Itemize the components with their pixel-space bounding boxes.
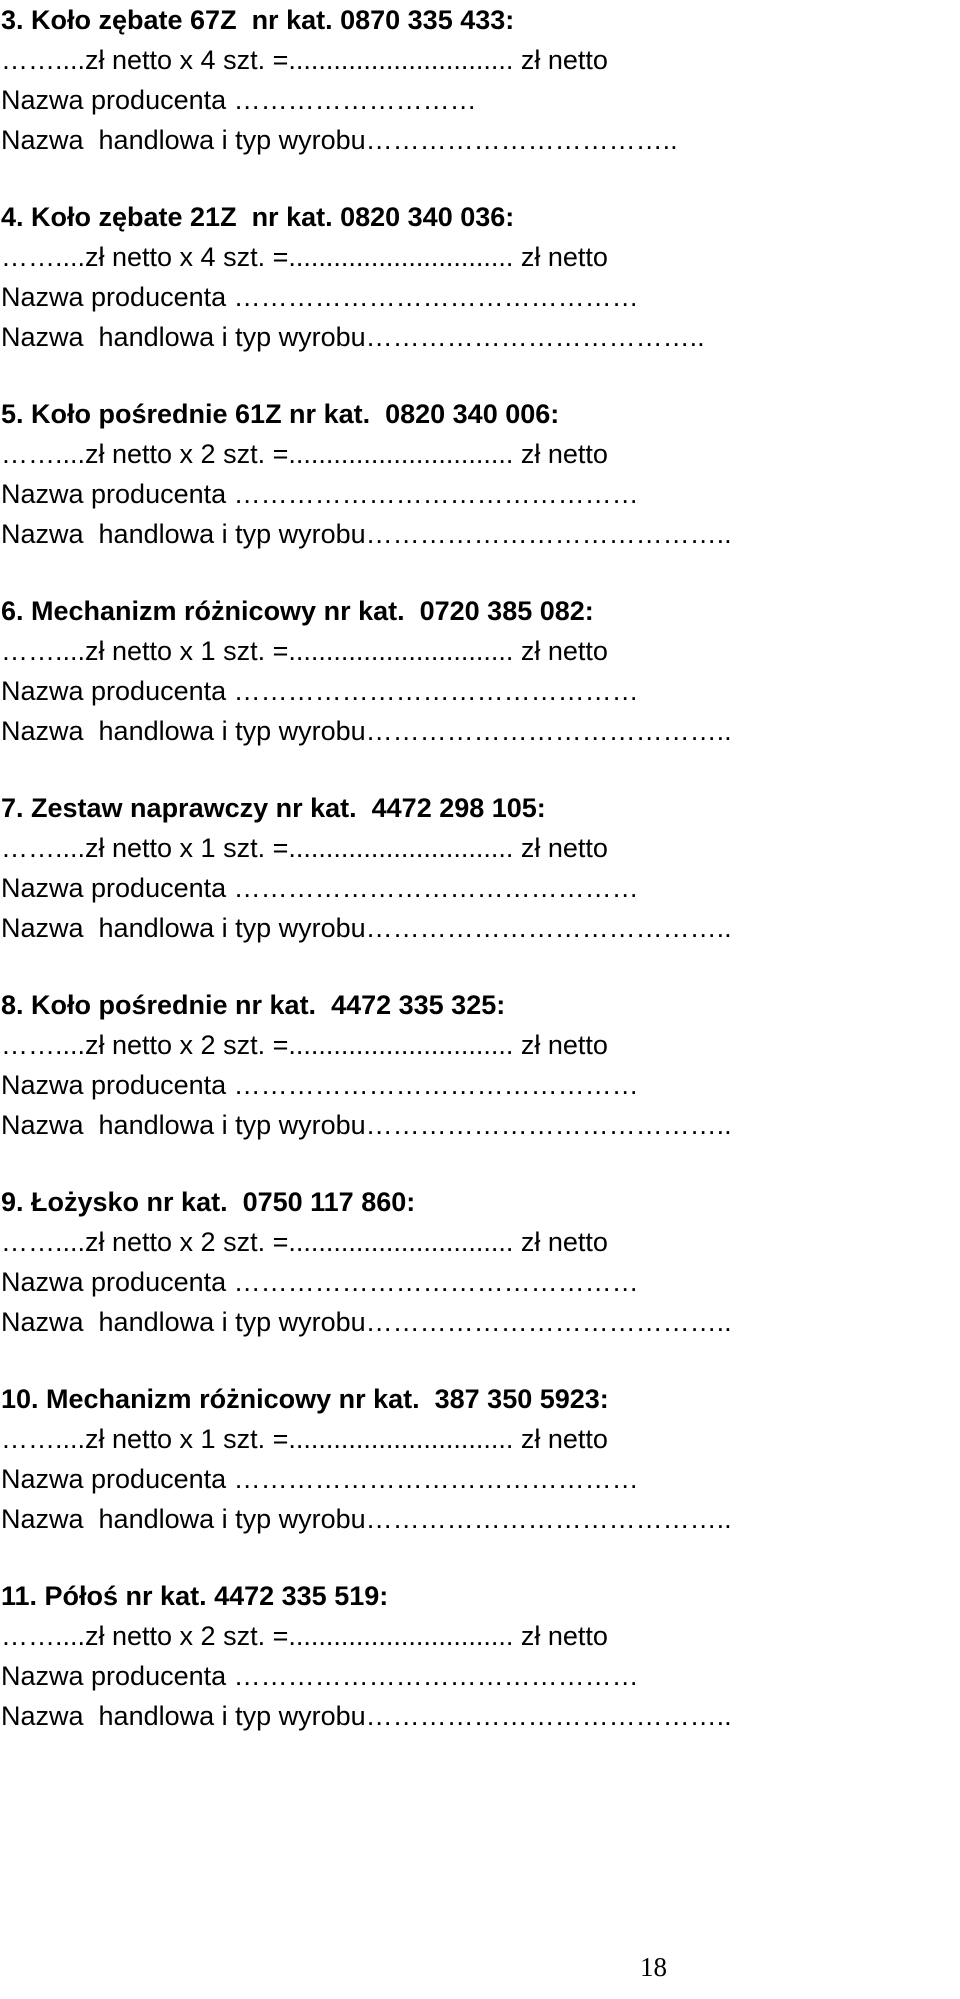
item-heading: 3. Koło zębate 67Z nr kat. 0870 335 433:	[1, 5, 515, 35]
item-heading: 11. Półoś nr kat. 4472 335 519:	[1, 1581, 389, 1611]
trade-name-line: Nazwa handlowa i typ wyrobu………………………………..	[1, 322, 705, 352]
item-heading: 6. Mechanizm różnicowy nr kat. 0720 385 082:	[1, 596, 594, 626]
item-heading: 5. Koło pośrednie 61Z nr kat. 0820 340 006:	[1, 399, 560, 429]
item-price-line: ……....zł netto x 4 szt. =.............................. zł netto	[1, 45, 608, 75]
producer-line: Nazwa producenta ………………………………………	[1, 1070, 639, 1100]
item-heading: 10. Mechanizm różnicowy nr kat. 387 350 5923:	[1, 1384, 609, 1414]
page-number: 18	[640, 1952, 667, 1982]
producer-line: Nazwa producenta ………………………	[1, 85, 477, 115]
producer-line: Nazwa producenta ………………………………………	[1, 282, 639, 312]
trade-name-line: Nazwa handlowa i typ wyrobu……………………………..	[1, 125, 678, 155]
item-heading: 7. Zestaw naprawczy nr kat. 4472 298 105:	[1, 793, 546, 823]
item-price-line: ……....zł netto x 2 szt. =.............................. zł netto	[1, 1621, 608, 1651]
trade-name-line: Nazwa handlowa i typ wyrobu…………………………………..	[1, 913, 732, 943]
producer-line: Nazwa producenta ………………………………………	[1, 1464, 639, 1494]
order-item	[0, 591, 960, 751]
producer-line: Nazwa producenta ………………………………………	[1, 676, 639, 706]
trade-name-line: Nazwa handlowa i typ wyrobu…………………………………..	[1, 1701, 732, 1731]
order-item	[0, 985, 960, 1145]
item-price-line: ……....zł netto x 1 szt. =.............................. zł netto	[1, 636, 608, 666]
order-item	[0, 1576, 960, 1736]
trade-name-line: Nazwa handlowa i typ wyrobu…………………………………..	[1, 519, 732, 549]
item-price-line: ……....zł netto x 1 szt. =.............................. zł netto	[1, 833, 608, 863]
trade-name-line: Nazwa handlowa i typ wyrobu…………………………………..	[1, 1504, 732, 1534]
item-heading: 9. Łożysko nr kat. 0750 117 860:	[1, 1187, 416, 1217]
item-price-line: ……....zł netto x 2 szt. =.............................. zł netto	[1, 1030, 608, 1060]
producer-line: Nazwa producenta ………………………………………	[1, 873, 639, 903]
order-item	[0, 1182, 960, 1342]
item-price-line: ……....zł netto x 2 szt. =.............................. zł netto	[1, 1227, 608, 1257]
trade-name-line: Nazwa handlowa i typ wyrobu…………………………………..	[1, 1307, 732, 1337]
producer-line: Nazwa producenta ………………………………………	[1, 1267, 639, 1297]
trade-name-line: Nazwa handlowa i typ wyrobu…………………………………..	[1, 1110, 732, 1140]
item-price-line: ……....zł netto x 1 szt. =.............................. zł netto	[1, 1424, 608, 1454]
trade-name-line: Nazwa handlowa i typ wyrobu…………………………………..	[1, 716, 732, 746]
order-item	[0, 788, 960, 948]
order-item	[0, 394, 960, 554]
item-heading: 8. Koło pośrednie nr kat. 4472 335 325:	[1, 990, 506, 1020]
item-price-line: ……....zł netto x 4 szt. =.............................. zł netto	[1, 242, 608, 272]
item-heading: 4. Koło zębate 21Z nr kat. 0820 340 036:	[1, 202, 515, 232]
order-item	[0, 1379, 960, 1539]
producer-line: Nazwa producenta ………………………………………	[1, 1661, 639, 1691]
producer-line: Nazwa producenta ………………………………………	[1, 479, 639, 509]
order-item	[0, 197, 960, 357]
order-item	[0, 0, 960, 160]
item-price-line: ……....zł netto x 2 szt. =.............................. zł netto	[1, 439, 608, 469]
